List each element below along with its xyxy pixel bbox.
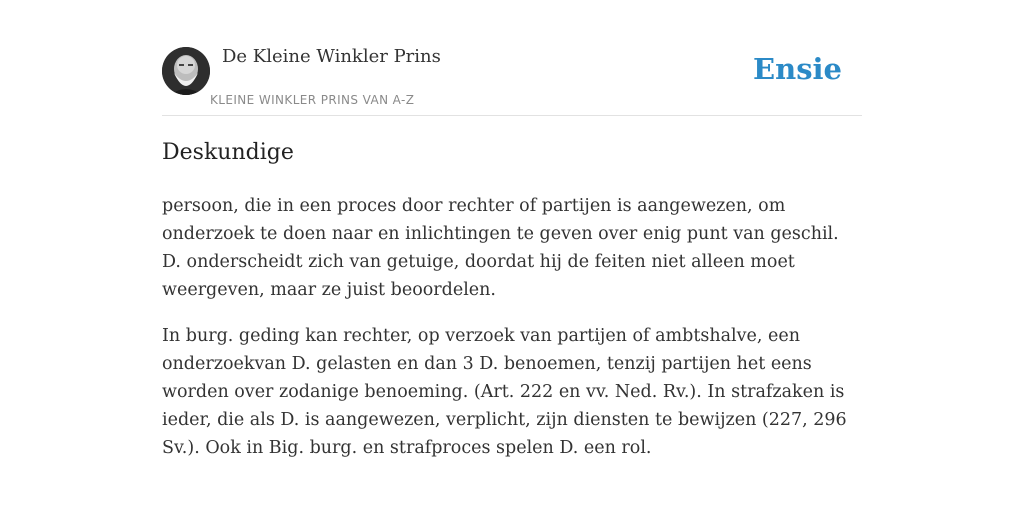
source-avatar[interactable] bbox=[162, 47, 210, 95]
page bbox=[162, 0, 862, 512]
entry-body bbox=[162, 192, 862, 480]
header-divider bbox=[162, 115, 862, 116]
entry-paragraph: In burg. geding kan rechter, op verzoek van partijen of ambtshalve, een onderzoekvan D. gelasten en dan 3 D. benoemen, tenzij partijen het eens worden over zodanige benoeming. (Art. 222 en vv. Ned. Rv.). In strafzaken is ieder, die als D. is aangewezen, verplicht, zijn diensten te bewijzen (227, 296 Sv.). Ook in Big. burg. en strafproces spelen D. een rol. bbox=[162, 326, 847, 458]
source-subtitle[interactable]: KLEINE WINKLER PRINS VAN A-Z bbox=[210, 93, 415, 107]
portrait-avatar-icon bbox=[162, 47, 210, 95]
source-title[interactable]: De Kleine Winkler Prins bbox=[222, 46, 441, 67]
entry-title: Deskundige bbox=[162, 140, 294, 165]
entry-paragraph: persoon, die in een proces door rechter of partijen is aangewezen, om onderzoek te doen naar en inlichtingen te geven over enig punt van geschil. D. onderscheidt zich van getuige, doordat hij de feiten niet alleen moet weergeven, maar ze juist beoordelen. bbox=[162, 196, 839, 300]
brand-logo[interactable]: Ensie bbox=[753, 52, 842, 86]
